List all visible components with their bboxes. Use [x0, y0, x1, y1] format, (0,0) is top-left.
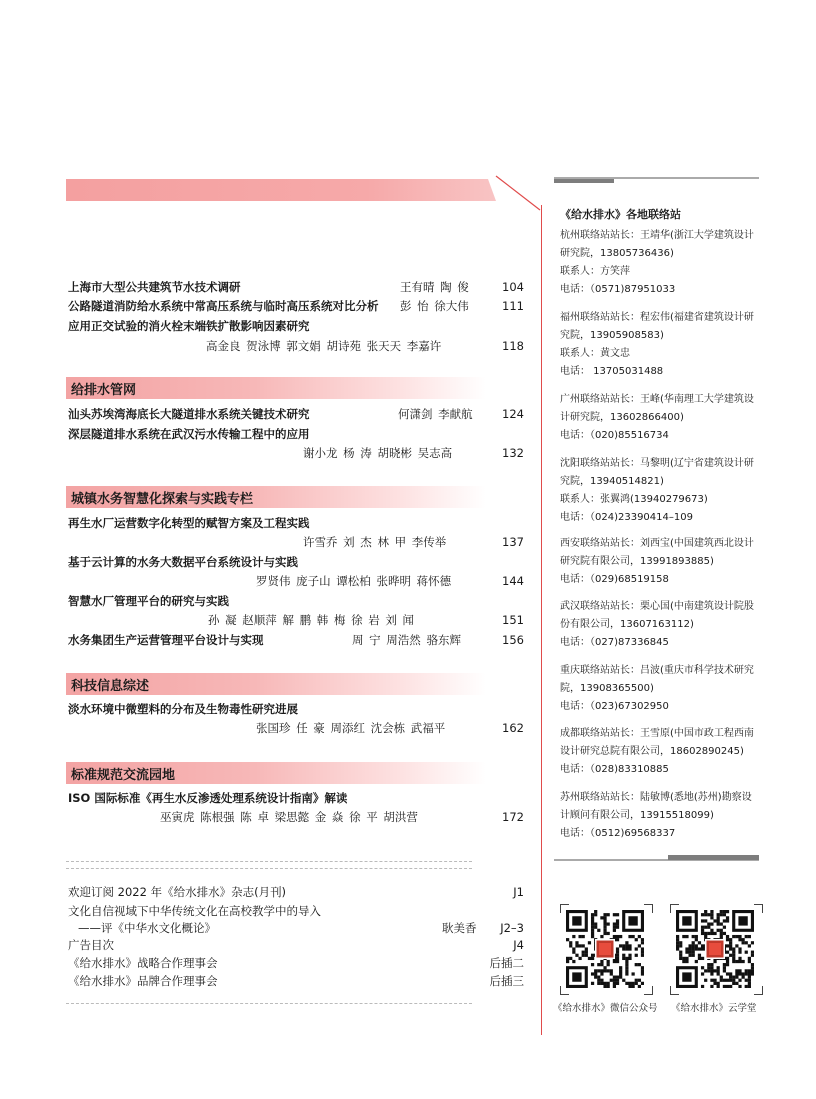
- article-page: 137: [502, 535, 524, 549]
- station-line: 联系人：黄文忠: [560, 348, 630, 359]
- station-line: 重庆联络站站长：吕波(重庆市科学技术研究: [560, 665, 754, 676]
- station-line: 联系人：张翼鸿(13940279673): [560, 494, 708, 505]
- section-header: [66, 762, 486, 784]
- article-page: 151: [502, 613, 524, 627]
- banner-slash: [490, 172, 550, 212]
- article-page: 132: [502, 446, 524, 460]
- misc-title[interactable]: ——评《中华水文化概论》: [78, 921, 216, 935]
- station-line: 武汉联络站站长：栗心国(中南建筑设计院股: [560, 601, 754, 612]
- article-authors: 谢小龙 杨 涛 胡晓彬 吴志高: [303, 446, 453, 460]
- article-authors: 巫寅虎 陈根强 陈 卓 梁思懿 金 焱 徐 平 胡洪营: [160, 810, 418, 824]
- qr-corner: [670, 986, 679, 995]
- station-line: 联系人：方笑萍: [560, 266, 630, 277]
- station-line: 电话：（029)68519158: [560, 574, 669, 585]
- station-line: 研究院，13805736436): [560, 248, 674, 259]
- article-title[interactable]: ISO 国际标准《再生水反渗透处理系统设计指南》解读: [68, 791, 348, 805]
- article-authors: 许雪乔 刘 杰 林 甲 李传举: [303, 535, 447, 549]
- station-line: 电话：（0571)87951033: [560, 284, 676, 295]
- qr-label: 《给水排水》微信公众号: [553, 1003, 658, 1014]
- misc-title[interactable]: 文化自信视域下中华传统文化在高校教学中的导入: [68, 904, 321, 918]
- qr-code-icon[interactable]: [676, 910, 754, 988]
- article-title[interactable]: 淡水环境中微塑料的分布及生物毒性研究进展: [68, 702, 298, 716]
- misc-page: J2–3: [500, 921, 524, 935]
- article-authors: 张国珍 任 豪 周添红 沈会栋 武福平: [256, 721, 446, 735]
- article-title[interactable]: 汕头苏埃湾海底长大隧道排水系统关键技术研究: [68, 407, 310, 421]
- article-page: 156: [502, 633, 524, 647]
- article-title[interactable]: 上海市大型公共建筑节水技术调研: [68, 280, 241, 294]
- misc-title[interactable]: 欢迎订阅 2022 年《给水排水》杂志(月刊): [68, 885, 287, 899]
- stations-heading: 《给水排水》各地联络站: [560, 208, 681, 221]
- misc-page: 后插三: [489, 974, 524, 988]
- station-line: 电话： 13705031488: [560, 366, 664, 377]
- station-line: 究院，13940514821): [560, 476, 664, 487]
- station-line: 计研究院，13602866400): [560, 412, 684, 423]
- misc-page: J1: [513, 885, 524, 899]
- station-line: 西安联络站站长：刘西宝(中国建筑西北设计: [560, 538, 754, 549]
- divider: [66, 861, 472, 862]
- station-line: 份有限公司，13607163112): [560, 619, 694, 630]
- section-title: 给排水管网: [71, 383, 137, 398]
- station-line: 电话：（023)67302950: [560, 701, 669, 712]
- section-title: 科技信息综述: [71, 679, 150, 694]
- article-page: 111: [502, 299, 524, 313]
- section-header: [66, 377, 486, 399]
- station-line: 苏州联络站站长：陆敏博(悉地(苏州)勘察设: [560, 792, 752, 803]
- station-line: 电话：（027)87336845: [560, 637, 669, 648]
- top-banner: [66, 179, 496, 201]
- station-line: 成都联络站站长：王雪原(中国市政工程西南: [560, 728, 754, 739]
- misc-title[interactable]: 广告目次: [68, 938, 114, 952]
- divider: [66, 868, 472, 869]
- station-line: 电话：（020)85516734: [560, 430, 669, 441]
- misc-page: 后插二: [489, 956, 524, 970]
- station-line: 广州联络站站长：王峰(华南理工大学建筑设: [560, 394, 754, 405]
- station-line: 设计研究总院有限公司，18602890245): [560, 746, 744, 757]
- article-authors: 彭 怡 徐大伟: [400, 299, 469, 313]
- article-page: 124: [502, 407, 524, 421]
- article-authors: 周 宁 周浩然 骆东辉: [352, 633, 461, 647]
- article-authors: 王有晴 陶 俊: [400, 280, 469, 294]
- article-page: 144: [502, 574, 524, 588]
- divider: [66, 1003, 472, 1004]
- station-line: 电话：（024)23390414–109: [560, 512, 693, 523]
- station-line: 究院，13905908583): [560, 330, 664, 341]
- article-authors: 何潇剑 李献航: [398, 407, 473, 421]
- station-line: 福州联络站站长：程宏伟(福建省建筑设计研: [560, 312, 754, 323]
- article-title[interactable]: 基于云计算的水务大数据平台系统设计与实践: [68, 555, 298, 569]
- article-page: 162: [502, 721, 524, 735]
- qr-corner: [560, 904, 569, 913]
- misc-page: J4: [513, 938, 524, 952]
- article-title[interactable]: 水务集团生产运营管理平台设计与实现: [68, 633, 264, 647]
- article-page: 118: [502, 339, 524, 353]
- section-header: [66, 486, 486, 508]
- misc-title[interactable]: 《给水排水》战略合作理事会: [68, 956, 218, 970]
- article-title[interactable]: 智慧水厂管理平台的研究与实践: [68, 594, 229, 608]
- qr-corner: [560, 986, 569, 995]
- qr-label: 《给水排水》云学堂: [671, 1003, 757, 1014]
- article-authors: 罗贤伟 庞子山 谭松柏 张晔明 蒋怀德: [256, 574, 452, 588]
- station-line: 杭州联络站站长：王靖华(浙江大学建筑设计: [560, 230, 754, 241]
- station-line: 计顾问有限公司，13915518099): [560, 810, 714, 821]
- qr-corner: [644, 986, 653, 995]
- station-line: 院，13908365500): [560, 683, 654, 694]
- article-title[interactable]: 公路隧道消防给水系统中常高压系统与临时高压系统对比分析: [68, 299, 379, 313]
- qr-code-icon[interactable]: [566, 910, 644, 988]
- article-authors: 孙 凝 赵顺萍 解 鹏 韩 梅 徐 岩 刘 闻: [208, 613, 415, 627]
- station-line: 电话：（0512)69568337: [560, 828, 676, 839]
- qr-corner: [754, 986, 763, 995]
- qr-corner: [754, 904, 763, 913]
- qr-corner: [670, 904, 679, 913]
- station-line: 研究院有限公司，13991893885): [560, 556, 714, 567]
- article-title[interactable]: 深层隧道排水系统在武汉污水传输工程中的应用: [68, 427, 310, 441]
- column-divider: [541, 205, 542, 1035]
- article-title[interactable]: 应用正交试验的消火栓末端铁扩散影响因素研究: [68, 319, 310, 333]
- section-header: [66, 673, 486, 695]
- section-title: 标准规范交流园地: [71, 768, 176, 783]
- article-page: 172: [502, 810, 524, 824]
- misc-title[interactable]: 《给水排水》品牌合作理事会: [68, 974, 218, 988]
- station-line: 电话：（028)83310885: [560, 764, 669, 775]
- article-page: 104: [502, 280, 524, 294]
- article-title[interactable]: 再生水厂运营数字化转型的赋智方案及工程实践: [68, 516, 310, 530]
- article-authors: 高金良 贺泳博 郭文娟 胡诗苑 张天天 李嘉许: [206, 339, 442, 353]
- right-top-bar: [554, 179, 614, 183]
- section-title: 城镇水务智慧化探索与实践专栏: [71, 492, 254, 507]
- station-line: 沈阳联络站站长：马黎明(辽宁省建筑设计研: [560, 458, 754, 469]
- qr-corner: [644, 904, 653, 913]
- misc-author: 耿美香: [442, 921, 477, 935]
- right-bottom-bar: [668, 855, 759, 860]
